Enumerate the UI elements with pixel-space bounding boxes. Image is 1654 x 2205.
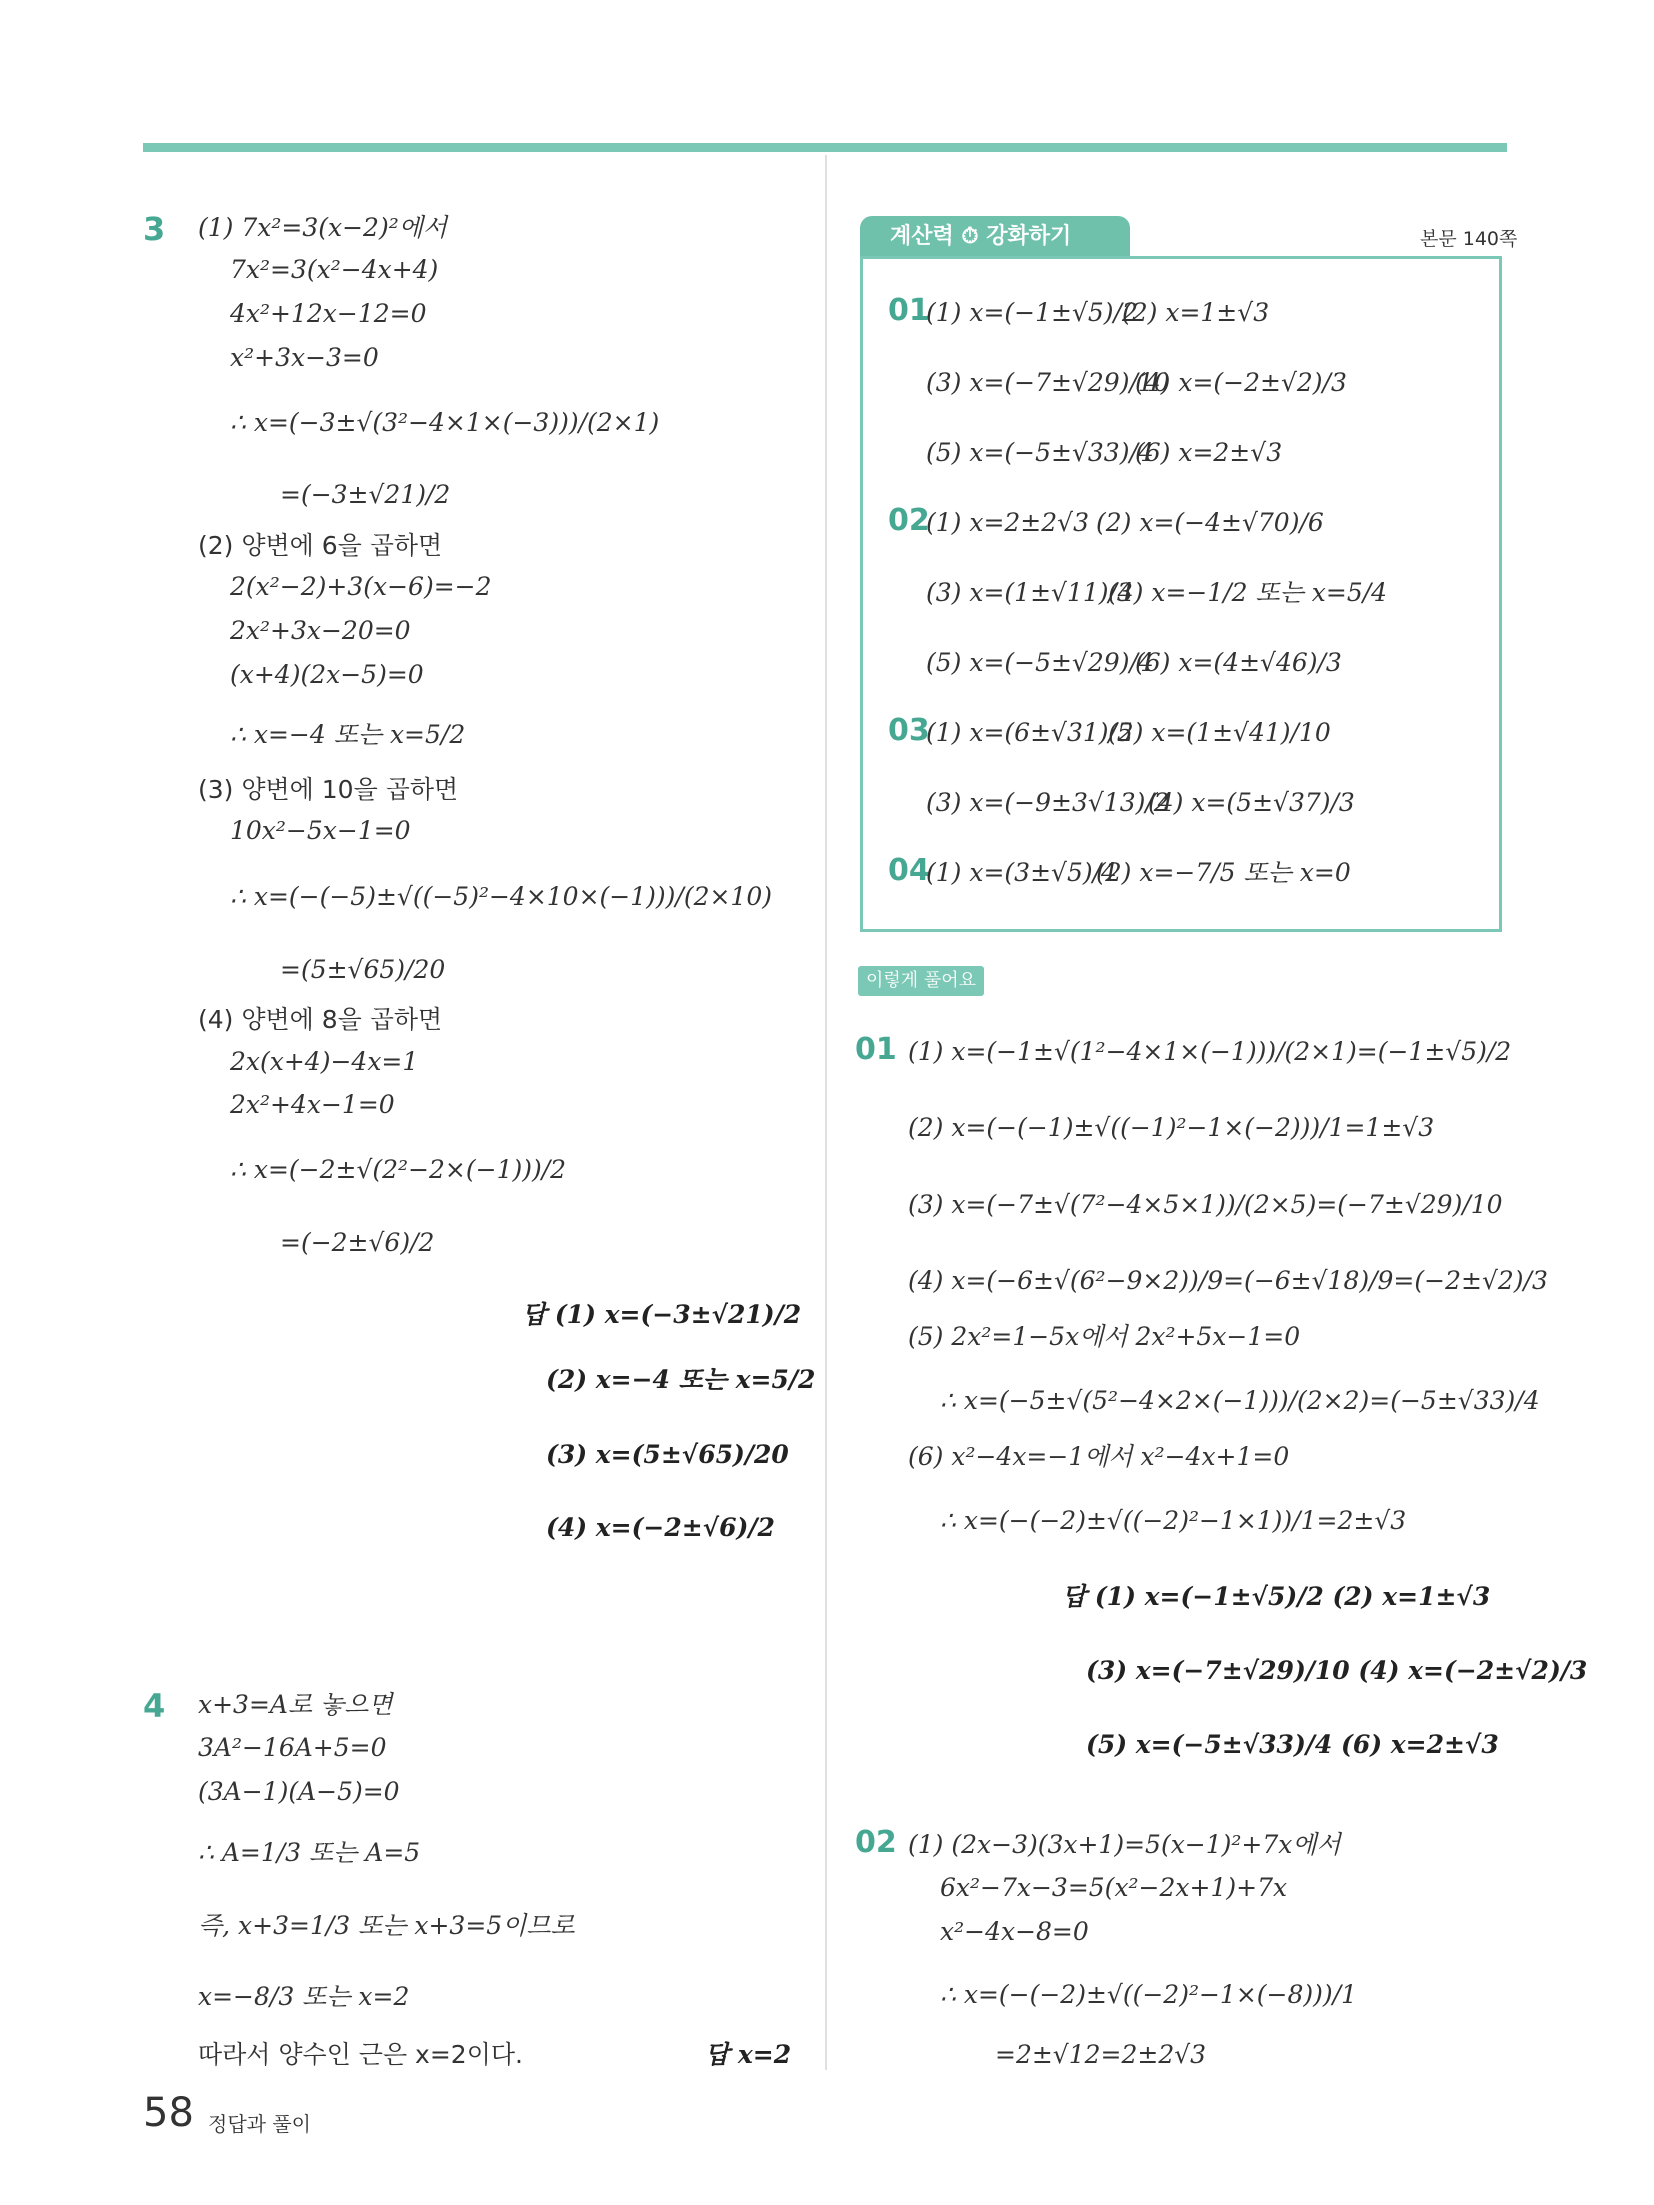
q3-line: =(−2±√6)/2 xyxy=(280,1228,435,1257)
box-item: (4) x=−1/2 또는 x=5/4 xyxy=(1108,578,1388,607)
box-item: (1) x=(−1±√5)/2 xyxy=(926,298,1138,327)
q3-line: ∴ x=(−2±√(2²−2×(−1)))/2 xyxy=(230,1155,567,1184)
q4-line: 3A²−16A+5=0 xyxy=(198,1733,387,1762)
box-item: (2) x=1±√3 xyxy=(1122,298,1270,327)
box-item: (6) x=2±√3 xyxy=(1135,438,1283,467)
s02-line: 6x²−7x−3=5(x²−2x+1)+7x xyxy=(940,1873,1288,1902)
s01-line: ∴ x=(−(−2)±√((−2)²−1×1))/1=2±√3 xyxy=(940,1506,1407,1535)
page-reference: 본문 140쪽 xyxy=(1420,228,1518,250)
box-group-number: 02 xyxy=(888,503,930,538)
box-item: (5) x=(−5±√33)/4 xyxy=(926,438,1154,467)
q3-line: 2(x²−2)+3(x−6)=−2 xyxy=(230,572,492,601)
q3-line: =(−3±√21)/2 xyxy=(280,480,451,509)
q4-line: 즉, x+3=1/3 또는 x+3=5이므로 xyxy=(198,1911,575,1940)
q3-line: 2x²+3x−20=0 xyxy=(230,616,411,645)
s01-line: (1) x=(−1±√(1²−4×1×(−1)))/(2×1)=(−1±√5)/2 xyxy=(908,1037,1512,1066)
page-number: 58 xyxy=(143,2090,194,2136)
q3-line: (1) 7x²=3(x−2)²에서 xyxy=(198,213,448,242)
q3-line: ∴ x=(−(−5)±√((−5)²−4×10×(−1)))/(2×10) xyxy=(230,882,772,911)
question-3-number: 3 xyxy=(143,210,166,248)
s01-line: (4) x=(−6±√(6²−9×2))/9=(−6±√18)/9=(−2±√2)/3 xyxy=(908,1266,1548,1295)
q3-line: 10x²−5x−1=0 xyxy=(230,816,411,845)
solution-02-number: 02 xyxy=(855,1825,897,1860)
page-label: 정답과 풀이 xyxy=(208,2112,311,2136)
q3-line: (3) 양변에 10을 곱하면 xyxy=(198,775,459,804)
box-item: (6) x=(4±√46)/3 xyxy=(1135,648,1342,677)
q4-line: x=−8/3 또는 x=2 xyxy=(198,1982,410,2011)
box-item: (2) x=(1±√41)/10 xyxy=(1108,718,1331,747)
s01-answer: (3) x=(−7±√29)/10 (4) x=(−2±√2)/3 xyxy=(1086,1656,1588,1685)
box-group-number: 03 xyxy=(888,713,930,748)
s01-line: (5) 2x²=1−5x에서 2x²+5x−1=0 xyxy=(908,1322,1301,1351)
q3-line: (2) 양변에 6을 곱하면 xyxy=(198,531,443,560)
box-item: (3) x=(−7±√29)/10 xyxy=(926,368,1170,397)
box-item: (4) x=(5±√37)/3 xyxy=(1148,788,1355,817)
q3-line: 4x²+12x−12=0 xyxy=(230,299,427,328)
s02-line: (1) (2x−3)(3x+1)=5(x−1)²+7x에서 xyxy=(908,1830,1341,1859)
box-item: (5) x=(−5±√29)/4 xyxy=(926,648,1154,677)
q3-answer: (4) x=(−2±√6)/2 xyxy=(546,1513,775,1542)
s01-line: (6) x²−4x=−1에서 x²−4x+1=0 xyxy=(908,1442,1290,1471)
s01-answer: (5) x=(−5±√33)/4 (6) x=2±√3 xyxy=(1086,1730,1499,1759)
q4-line: x+3=A로 놓으면 xyxy=(198,1690,393,1719)
s01-line: (2) x=(−(−1)±√((−1)²−1×(−2)))/1=1±√3 xyxy=(908,1113,1435,1142)
q3-line: 2x(x+4)−4x=1 xyxy=(230,1047,419,1076)
s02-line: ∴ x=(−(−2)±√((−2)²−1×(−8)))/1 xyxy=(940,1980,1357,2009)
s02-line: =2±√12=2±2√3 xyxy=(995,2040,1207,2069)
s01-line: ∴ x=(−5±√(5²−4×2×(−1)))/(2×2)=(−5±√33)/4 xyxy=(940,1386,1540,1415)
q3-line: 2x²+4x−1=0 xyxy=(230,1090,395,1119)
solution-01-number: 01 xyxy=(855,1032,897,1067)
q3-answer: 답 (1) x=(−3±√21)/2 xyxy=(522,1300,802,1329)
top-rule xyxy=(143,143,1507,152)
q3-line: (x+4)(2x−5)=0 xyxy=(230,660,424,689)
box-item: (3) x=(1±√11)/3 xyxy=(926,578,1133,607)
box-item: (3) x=(−9±3√13)/2 xyxy=(926,788,1170,817)
q3-line: ∴ x=(−3±√(3²−4×1×(−3)))/(2×1) xyxy=(230,408,660,437)
q4-line: ∴ A=1/3 또는 A=5 xyxy=(198,1838,421,1867)
box-item: (1) x=2±2√3 xyxy=(926,508,1090,537)
q3-line: (4) 양변에 8을 곱하면 xyxy=(198,1005,443,1034)
q4-line: 따라서 양수인 근은 x=2이다. xyxy=(198,2040,523,2069)
s01-line: (3) x=(−7±√(7²−4×5×1))/(2×5)=(−7±√29)/10 xyxy=(908,1190,1503,1219)
box-title: 계산력 ⏱ 강화하기 xyxy=(860,216,1130,258)
q3-line: =(5±√65)/20 xyxy=(280,955,446,984)
s01-answer: 답 (1) x=(−1±√5)/2 (2) x=1±√3 xyxy=(1062,1582,1491,1611)
box-item: (2) x=(−4±√70)/6 xyxy=(1096,508,1324,537)
q3-line: 7x²=3(x²−4x+4) xyxy=(230,255,439,284)
box-item: (4) x=(−2±√2)/3 xyxy=(1135,368,1347,397)
question-4-number: 4 xyxy=(143,1687,166,1725)
box-item: (2) x=−7/5 또는 x=0 xyxy=(1096,858,1351,887)
box-group-number: 04 xyxy=(888,853,930,888)
column-divider xyxy=(825,155,827,2070)
box-item: (1) x=(6±√31)/5 xyxy=(926,718,1133,747)
q3-answer: (2) x=−4 또는 x=5/2 xyxy=(546,1365,816,1394)
q3-answer: (3) x=(5±√65)/20 xyxy=(546,1440,789,1469)
box-item: (1) x=(3±√5)/4 xyxy=(926,858,1117,887)
q4-answer: 답 x=2 xyxy=(705,2040,792,2069)
q3-line: x²+3x−3=0 xyxy=(230,343,379,372)
solutions-tag: 이렇게 풀어요 xyxy=(858,966,984,996)
s02-line: x²−4x−8=0 xyxy=(940,1917,1089,1946)
q3-line: ∴ x=−4 또는 x=5/2 xyxy=(230,720,466,749)
q4-line: (3A−1)(A−5)=0 xyxy=(198,1777,400,1806)
box-group-number: 01 xyxy=(888,293,930,328)
